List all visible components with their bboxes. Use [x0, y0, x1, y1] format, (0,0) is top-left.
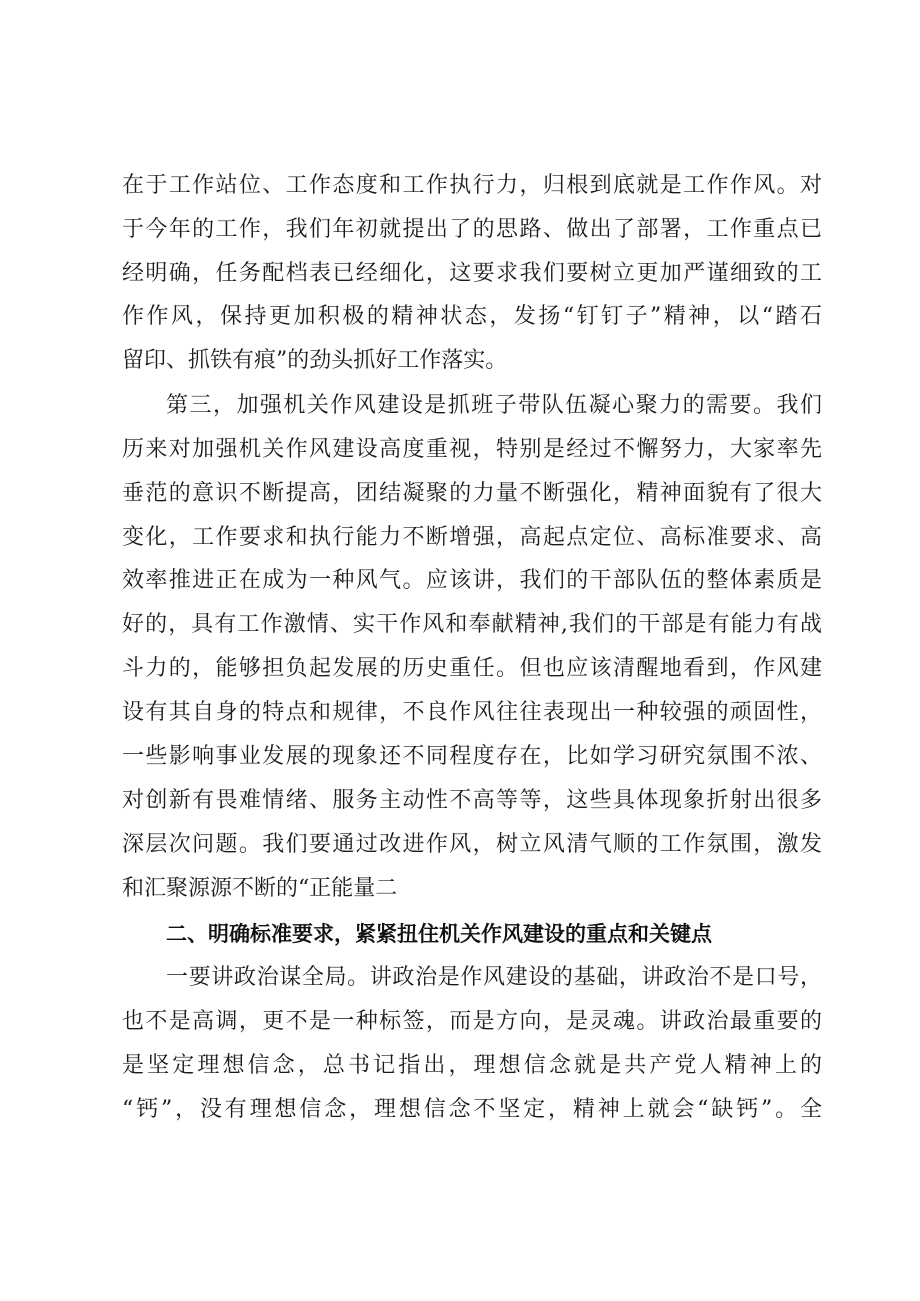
- text-line: 是坚定理想信念，总书记指出，理想信念就是共产党人精神上的: [122, 1053, 822, 1078]
- text-line: 变化，工作要求和执行能力不断增强，高起点定位、高标准要求、高: [122, 525, 822, 550]
- text-line: 效率推进正在成为一种风气。应该讲，我们的干部队伍的整体素质是: [122, 568, 822, 593]
- text-line: 在于工作站位、工作态度和工作执行力，归根到底就是工作作风。对: [122, 173, 822, 198]
- text-line: 经明确，任务配档表已经细化，这要求我们要树立更加严谨细致的工: [122, 261, 822, 286]
- text-line: 历来对加强机关作风建设高度重视，特别是经过不懈努力，大家率先: [122, 437, 822, 462]
- text-line: 一些影响事业发展的现象还不同程度存在，比如学习研究氛围不浓、: [122, 744, 822, 769]
- text-line: 垂范的意识不断提高，团结凝聚的力量不断强化，精神面貌有了很大: [122, 481, 822, 506]
- text-line: 第三，加强机关作风建设是抓班子带队伍凝心聚力的需要。我们: [166, 393, 822, 418]
- section-heading: 二、明确标准要求，紧紧扭住机关作风建设的重点和关键点: [166, 922, 712, 946]
- text-line: 深层次问题。我们要通过改进作风，树立风清气顺的工作氛围，激发: [122, 832, 822, 857]
- text-line: “钙”，没有理想信念，理想信念不坚定，精神上就会“缺钙”。全: [122, 1097, 822, 1122]
- text-line: 对创新有畏难情绪、服务主动性不高等等，这些具体现象折射出很多: [122, 788, 822, 813]
- text-line: 斗力的，能够担负起发展的历史重任。但也应该清醒地看到，作风建: [122, 656, 822, 681]
- text-line: 好的，具有工作激情、实干作风和奉献精神,我们的干部是有能力有战: [122, 612, 822, 637]
- text-line: 和汇聚源源不断的“正能量二: [122, 876, 398, 901]
- text-line: 一要讲政治谋全局。讲政治是作风建设的基础，讲政治不是口号，: [166, 965, 822, 990]
- text-line: 于今年的工作，我们年初就提出了的思路、做出了部署，工作重点已: [122, 217, 822, 242]
- text-line: 也不是高调，更不是一种标签，而是方向，是灵魂。讲政治最重要的: [122, 1009, 822, 1034]
- text-line: 留印、抓铁有痕”的劲头抓好工作落实。: [122, 348, 508, 373]
- text-line: 设有其自身的特点和规律，不良作风往往表现出一种较强的顽固性，: [122, 700, 822, 725]
- text-line: 作作风，保持更加积极的精神状态，发扬“钉钉子”精神，以“踏石: [122, 304, 822, 329]
